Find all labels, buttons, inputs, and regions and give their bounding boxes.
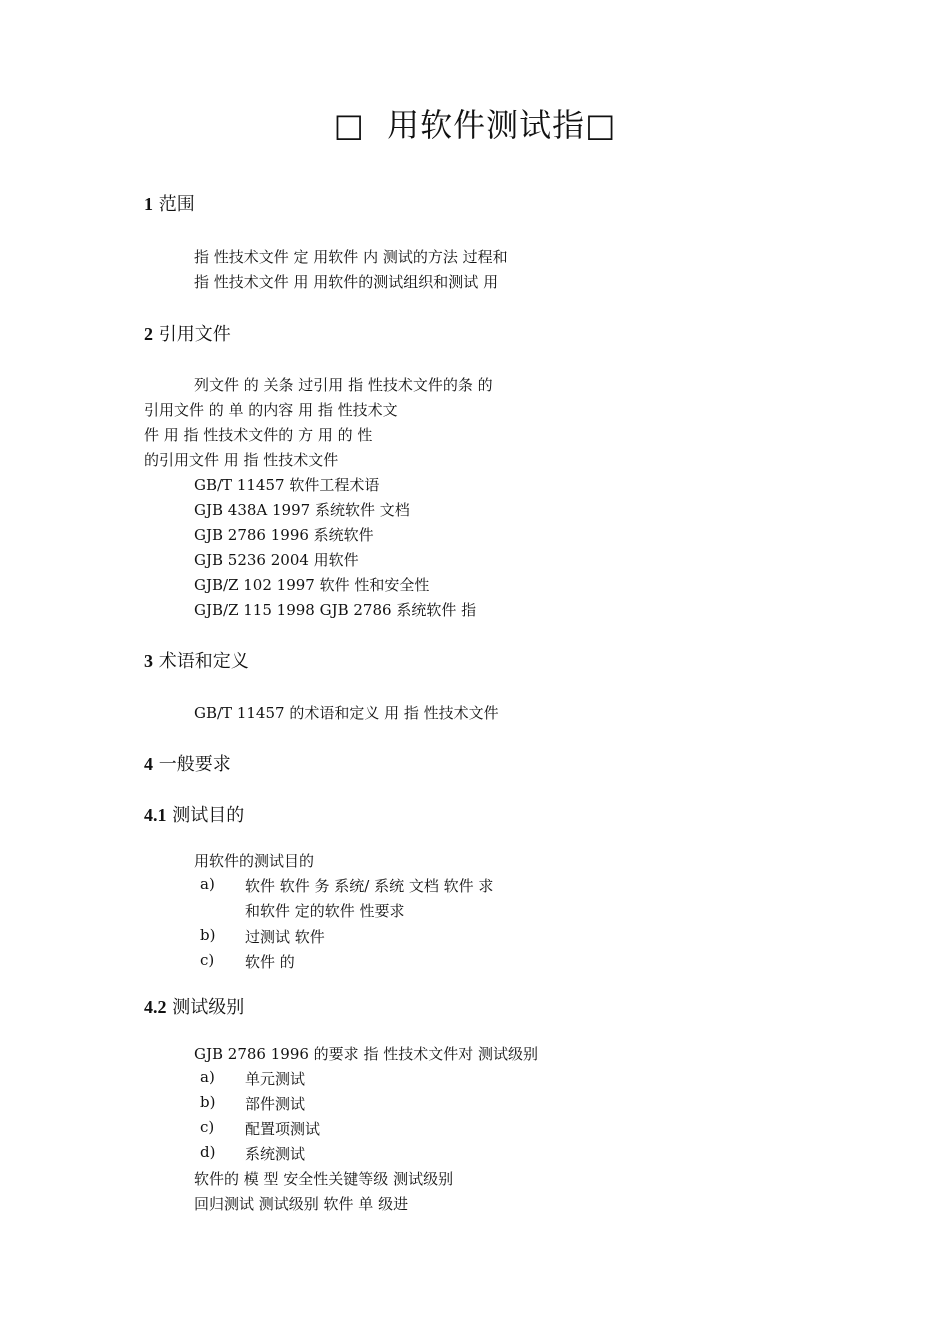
heading-number: 4.1 [144,805,167,825]
regression-line: 回归测试 测试级别 软件 单 级进 [194,1195,409,1213]
terms-line: GB/T 11457 的术语和定义 用 指 性技术文件 [194,704,499,722]
heading-text: 引用文件 [158,324,231,345]
refs-para-line-3: 件 用 指 性技术文件的 方 用 的 性 [144,426,373,444]
purpose-item-a-line-2: 和软件 定的软件 性要求 [245,902,405,920]
heading-number: 4 [144,754,153,774]
heading-scope [144,190,195,216]
heading-terms [144,647,249,673]
list-marker: b) [200,1093,216,1111]
list-marker: d) [200,1143,216,1161]
heading-text: 一般要求 [158,754,231,775]
refs-para-line-2: 引用文件 的 单 的内容 用 指 性技术文 [144,401,398,419]
list-marker: b) [200,926,216,944]
missing-glyph-icon: □ [333,106,365,144]
heading-number: 2 [144,324,153,344]
list-marker: c) [200,1118,215,1136]
reference-item: GJB 438A 1997 系统软件 文档 [194,501,410,519]
heading-text: 测试目的 [172,805,245,826]
heading-text: 术语和定义 [158,651,249,672]
scope-line-2: 指 性技术文件 用 用软件的测试组织和测试 用 [194,273,499,291]
reference-item: GB/T 11457 软件工程术语 [194,476,380,494]
title-text: 用软件测试指 [387,106,586,144]
level-item: 部件测试 [245,1095,306,1113]
refs-para-line-1: 列文件 的 关条 过引用 指 性技术文件的条 的 [194,376,493,394]
level-item: 系统测试 [245,1145,306,1163]
heading-number: 3 [144,651,153,671]
list-marker: c) [200,951,215,969]
purpose-item-a-line-1: 软件 软件 务 系统/ 系统 文档 软件 求 [245,877,494,895]
level-item: 单元测试 [245,1070,306,1088]
levels-note: 软件的 模 型 安全性关键等级 测试级别 [194,1170,454,1188]
refs-para-line-4: 的引用文件 用 指 性技术文件 [144,451,339,469]
purpose-item-c: 软件 的 [245,953,295,971]
heading-test-purpose [144,801,244,827]
scope-line-1: 指 性技术文件 定 用软件 内 测试的方法 过程和 [194,248,508,266]
purpose-intro: 用软件的测试目的 [194,852,315,870]
heading-number: 4.2 [144,997,167,1017]
heading-number: 1 [144,194,153,214]
list-marker: a) [200,1068,215,1086]
reference-item: GJB 5236 2004 用软件 [194,551,359,569]
heading-test-levels [144,993,244,1019]
reference-item: GJB/Z 115 1998 GJB 2786 系统软件 指 [194,601,477,619]
level-item: 配置项测试 [245,1120,321,1138]
reference-item: GJB/Z 102 1997 软件 性和安全性 [194,576,430,594]
list-marker: a) [200,875,215,893]
missing-glyph-icon: □ [585,106,617,144]
levels-intro: GJB 2786 1996 的要求 指 性技术文件对 测试级别 [194,1045,538,1063]
heading-general-requirements [144,750,231,776]
heading-text: 测试级别 [172,997,245,1018]
reference-item: GJB 2786 1996 系统软件 [194,526,374,544]
purpose-item-b: 过测试 软件 [245,928,325,946]
heading-references [144,320,231,346]
heading-text: 范围 [158,194,195,215]
document-title [0,100,950,146]
